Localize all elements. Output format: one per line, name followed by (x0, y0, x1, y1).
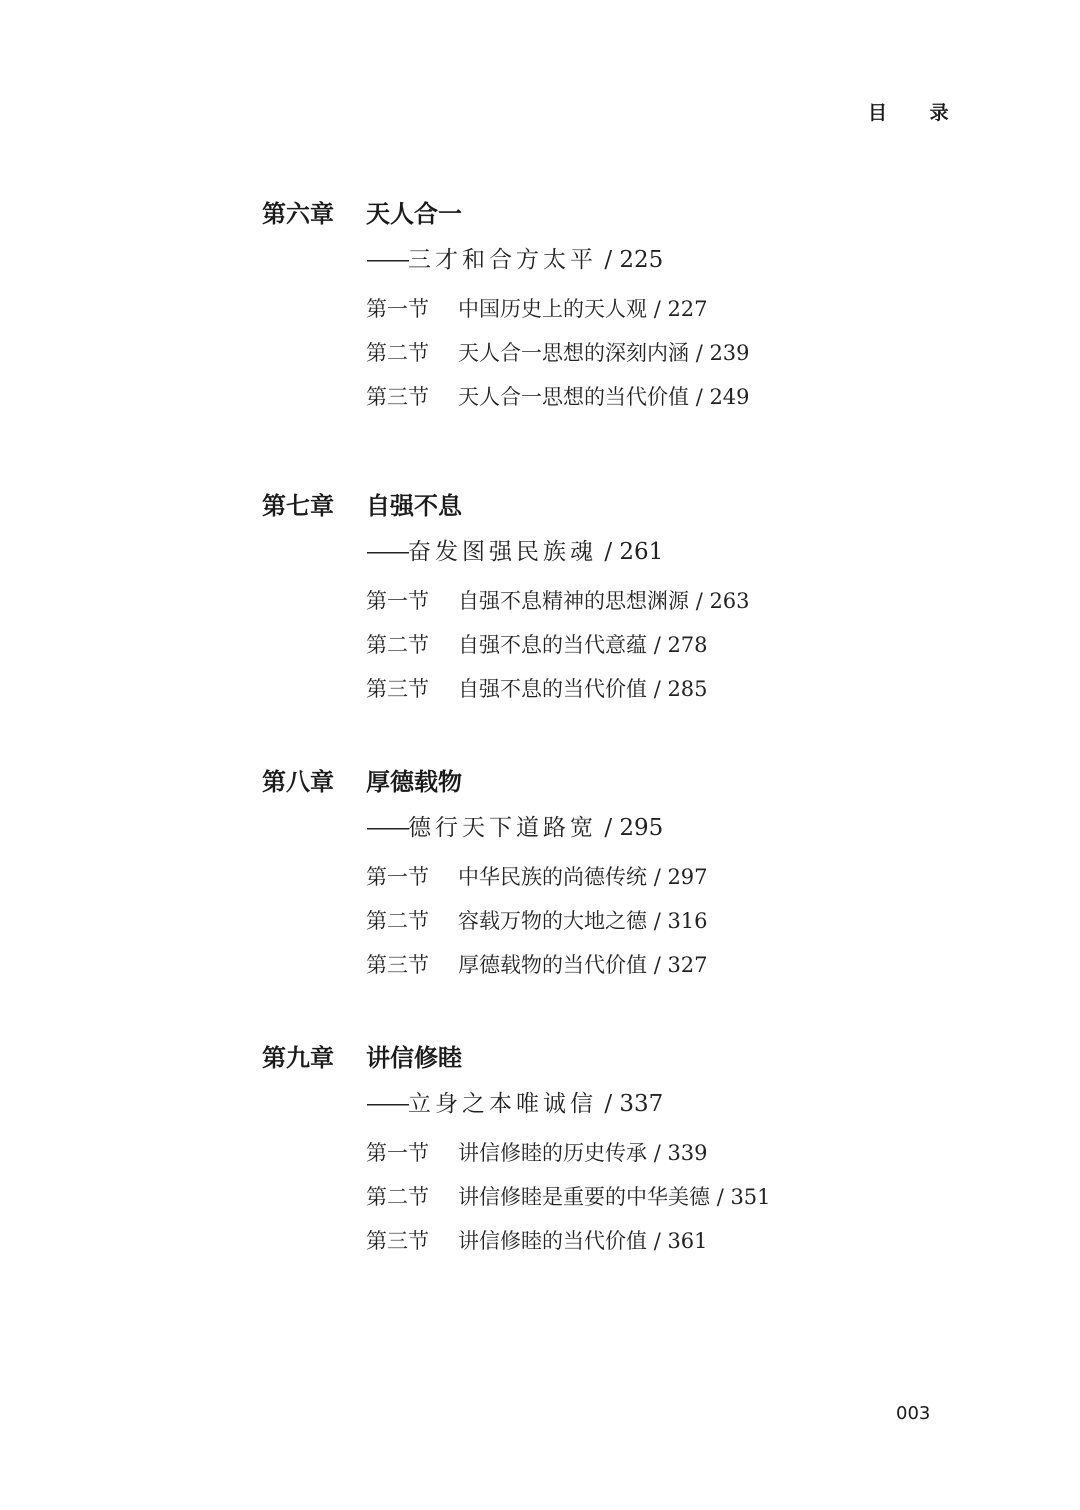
section-page: / 263 (695, 589, 750, 613)
chapter-name: 厚德载物 (366, 768, 462, 796)
section-page: / 316 (653, 909, 708, 933)
chapter-number: 第六章 (262, 200, 334, 228)
section-title: 中华民族的尚德传统 (458, 865, 647, 889)
section-page: / 285 (653, 677, 708, 701)
chapter-subtitle[interactable] (366, 1088, 882, 1120)
section-number: 第三节 (366, 677, 429, 701)
subtitle-dash: —— (366, 247, 408, 273)
section-list (262, 862, 882, 994)
chapter-title[interactable] (262, 490, 882, 522)
chapter-name: 天人合一 (366, 200, 462, 228)
section-entry[interactable] (366, 950, 882, 994)
section-entry[interactable] (366, 1138, 882, 1182)
running-head: 目 录 (868, 102, 967, 124)
chapter-number: 第九章 (262, 1044, 334, 1072)
section-entry[interactable] (366, 382, 882, 426)
section-title: 自强不息精神的思想渊源 (458, 589, 689, 613)
section-entry[interactable] (366, 862, 882, 906)
section-title: 厚德载物的当代价值 (458, 953, 647, 977)
section-title: 自强不息的当代价值 (458, 677, 647, 701)
section-number: 第三节 (366, 953, 429, 977)
section-title: 讲信修睦的历史传承 (458, 1141, 647, 1165)
section-entry[interactable] (366, 1226, 882, 1270)
section-page: / 227 (653, 297, 708, 321)
subtitle-text: 立身之本唯诚信 (408, 1091, 597, 1117)
section-page: / 278 (653, 633, 708, 657)
section-page: / 239 (695, 341, 750, 365)
section-page: / 327 (653, 953, 708, 977)
section-title: 天人合一思想的深刻内涵 (458, 341, 689, 365)
chapter-7 (262, 490, 882, 718)
section-entry[interactable] (366, 1182, 882, 1226)
section-entry[interactable] (366, 338, 882, 382)
subtitle-text: 德行天下道路宽 (408, 815, 597, 841)
subtitle-text: 三才和合方太平 (408, 247, 597, 273)
chapter-subtitle[interactable] (366, 812, 882, 844)
section-list (262, 586, 882, 718)
section-page: / 339 (653, 1141, 708, 1165)
section-number: 第三节 (366, 385, 429, 409)
chapter-name: 自强不息 (366, 492, 462, 520)
subtitle-dash: —— (366, 815, 408, 841)
section-title: 自强不息的当代意蕴 (458, 633, 647, 657)
chapter-subtitle[interactable] (366, 244, 882, 276)
section-page: / 361 (653, 1229, 708, 1253)
section-title: 容载万物的大地之德 (458, 909, 647, 933)
subtitle-text: 奋发图强民族魂 (408, 539, 597, 565)
section-number: 第三节 (366, 1229, 429, 1253)
section-number: 第二节 (366, 909, 429, 933)
subtitle-page: / 295 (604, 815, 664, 841)
chapter-title[interactable] (262, 198, 882, 230)
section-number: 第二节 (366, 633, 429, 657)
section-number: 第一节 (366, 589, 429, 613)
section-title: 天人合一思想的当代价值 (458, 385, 689, 409)
chapter-name: 讲信修睦 (366, 1044, 462, 1072)
page-number: 003 (896, 1403, 931, 1424)
section-entry[interactable] (366, 294, 882, 338)
section-entry[interactable] (366, 586, 882, 630)
chapter-number: 第八章 (262, 768, 334, 796)
section-title: 中国历史上的天人观 (458, 297, 647, 321)
chapter-6 (262, 198, 882, 426)
subtitle-page: / 261 (604, 539, 664, 565)
section-number: 第一节 (366, 297, 429, 321)
section-number: 第一节 (366, 865, 429, 889)
section-entry[interactable] (366, 906, 882, 950)
section-page: / 249 (695, 385, 750, 409)
section-list (262, 294, 882, 426)
section-number: 第二节 (366, 1185, 429, 1209)
section-title: 讲信修睦是重要的中华美德 (458, 1185, 710, 1209)
chapter-title[interactable] (262, 1042, 882, 1074)
chapter-8 (262, 766, 882, 994)
chapter-title[interactable] (262, 766, 882, 798)
section-list (262, 1138, 882, 1270)
section-number: 第一节 (366, 1141, 429, 1165)
subtitle-page: / 225 (604, 247, 664, 273)
section-page: / 297 (653, 865, 708, 889)
section-entry[interactable] (366, 630, 882, 674)
subtitle-dash: —— (366, 539, 408, 565)
section-title: 讲信修睦的当代价值 (458, 1229, 647, 1253)
chapter-subtitle[interactable] (366, 536, 882, 568)
subtitle-page: / 337 (604, 1091, 664, 1117)
subtitle-dash: —— (366, 1091, 408, 1117)
section-number: 第二节 (366, 341, 429, 365)
chapter-9 (262, 1042, 882, 1270)
chapter-number: 第七章 (262, 492, 334, 520)
section-entry[interactable] (366, 674, 882, 718)
section-page: / 351 (716, 1185, 771, 1209)
